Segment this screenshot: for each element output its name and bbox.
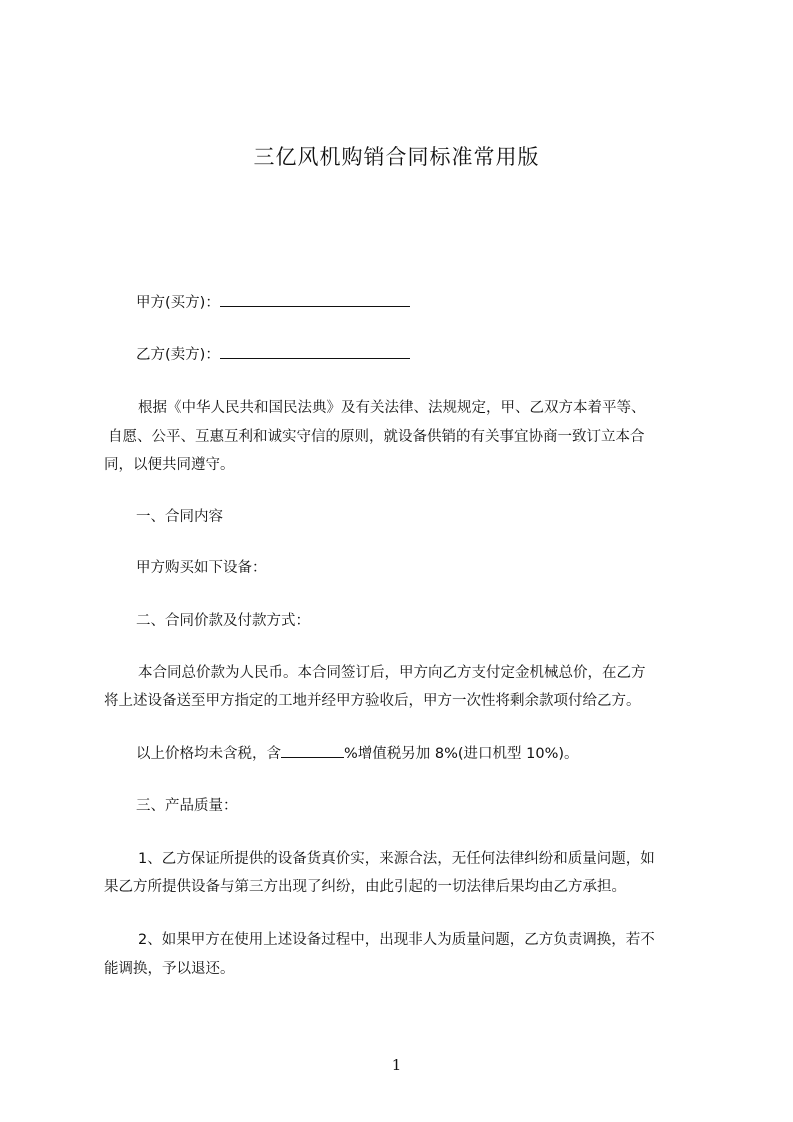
tax-line [136, 743, 579, 764]
section-2-line-1: 本合同总价款为人民币。本合同签订后，甲方向乙方支付定金机械总价，在乙方 [138, 665, 646, 681]
party-a-label: 甲方(买方)： [136, 295, 220, 311]
section-3-item-1-line-1: 1、乙方保证所提供的设备货真价实，来源合法，无任何法律纠纷和质量问题，如 [138, 851, 655, 867]
section-2-line-2: 将上述设备送至甲方指定的工地并经甲方验收后，甲方一次性将剩余款项付给乙方。 [104, 693, 641, 709]
section-2-heading: 二、合同价款及付款方式： [136, 613, 310, 629]
section-1-heading: 一、合同内容 [136, 509, 223, 525]
party-b-blank [220, 344, 410, 359]
tax-rate-blank [281, 743, 344, 758]
section-3-heading: 三、产品质量： [136, 798, 238, 814]
party-a-line [136, 292, 410, 313]
section-1-text: 甲方购买如下设备： [136, 560, 267, 576]
party-a-blank [220, 292, 410, 307]
page-title: 三亿风机购销合同标准常用版 [253, 145, 540, 169]
page-number: 1 [391, 1056, 402, 1074]
section-3-item-2-line-2: 能调换，予以退还。 [104, 961, 235, 977]
party-b-label: 乙方(卖方)： [136, 347, 220, 363]
section-3-item-2-line-1: 2、如果甲方在使用上述设备过程中，出现非人为质量问题，乙方负责调换，若不 [138, 932, 655, 948]
tax-suffix: %增值税另加 8%(进口机型 10%)。 [344, 746, 579, 762]
preamble-line-2: 自愿、公平、互惠互利和诚实守信的原则，就设备供销的有关事宜协商一致订立本合 [108, 429, 645, 445]
section-3-item-1-line-2: 果乙方所提供设备与第三方出现了纠纷，由此引起的一切法律后果均由乙方承担。 [104, 879, 626, 895]
tax-prefix: 以上价格均未含税，含 [136, 746, 281, 762]
party-b-line [136, 344, 410, 365]
preamble-line-3: 同，以便共同遵守。 [104, 457, 235, 473]
preamble-line-1: 根据《中华人民共和国民法典》及有关法律、法规规定，甲、乙双方本着平等、 [138, 400, 646, 416]
